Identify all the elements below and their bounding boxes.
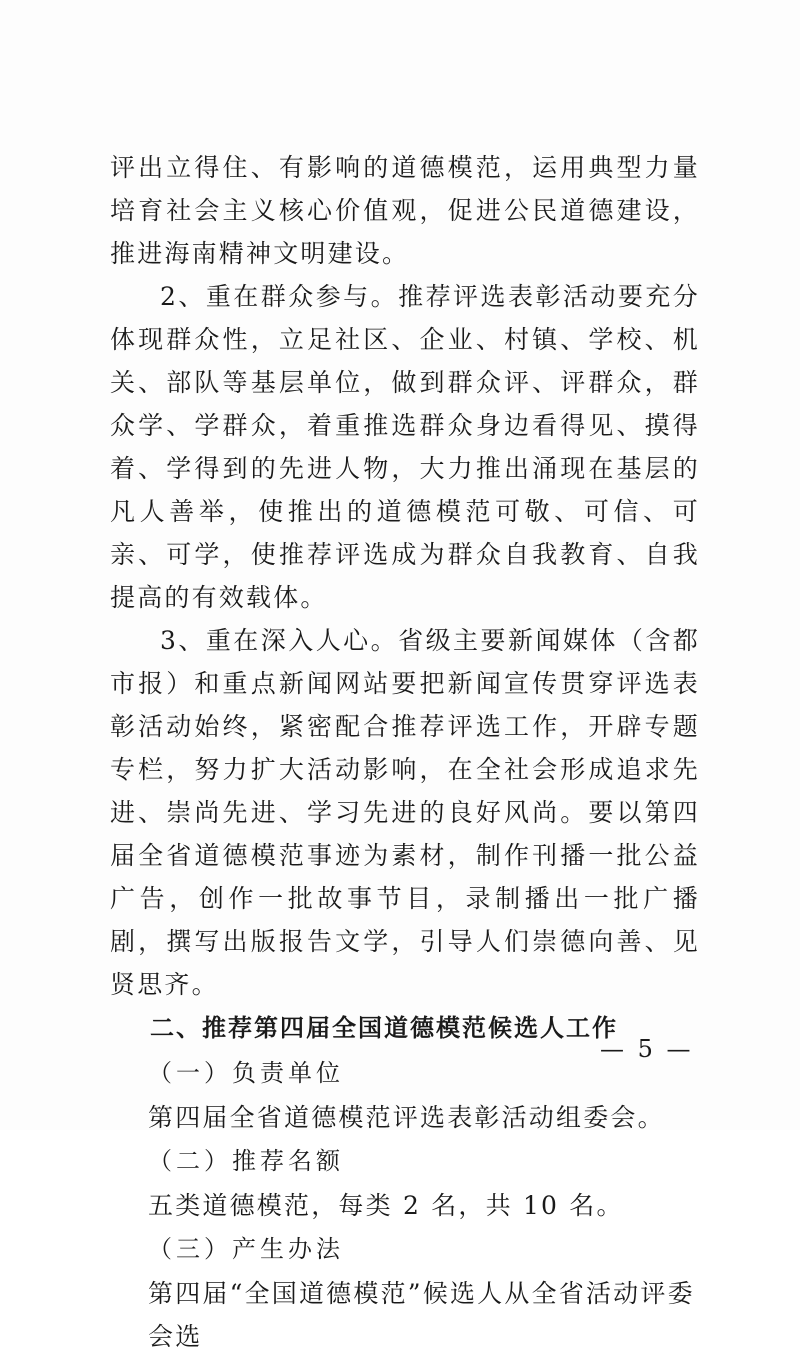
paragraph-deep-impact: 3、重在深入人心。省级主要新闻媒体（含都市报）和重点新闻网站要把新闻宣传贯穿评选表彰活动始终，紧密配合推荐评选工作，开辟专题专栏，努力扩大活动影响，在全社会形成追求先进、崇尚先进、学习先进的良好风尚。要以第四届全省道德模范事迹为素材，制作刊播一批公益广告，创作一批故事节目，录制播出一批广播剧，撰写出版报告文学，引导人们崇德向善、见贤思齐。 bbox=[110, 626, 700, 999]
section-heading: 二、推荐第四届全国道德模范候选人工作 bbox=[150, 1014, 618, 1042]
page-number: — 5 — bbox=[600, 1035, 694, 1063]
subsection-title-responsible-unit: （一）负责单位 bbox=[148, 1059, 344, 1087]
document-body bbox=[110, 146, 700, 1358]
subsection-title-quota: （二）推荐名额 bbox=[148, 1147, 344, 1175]
subsection-title-method: （三）产生办法 bbox=[148, 1235, 344, 1263]
paragraph-continuation: 评出立得住、有影响的道德模范，运用典型力量培育社会主义核心价值观，促进公民道德建设，推进海南精神文明建设。 bbox=[110, 153, 700, 268]
subsection-body-method: 第四届“全国道德模范”候选人从全省活动评委会选 bbox=[148, 1279, 695, 1351]
subsection-body-quota: 五类道德模范，每类 2 名，共 10 名。 bbox=[148, 1191, 624, 1220]
subsection-body-responsible-unit: 第四届全省道德模范评选表彰活动组委会。 bbox=[148, 1103, 665, 1132]
paragraph-mass-participation: 2、重在群众参与。推荐评选表彰活动要充分体现群众性，立足社区、企业、村镇、学校、机关、部队等基层单位，做到群众评、评群众，群众学、学群众，着重推选群众身边看得见、摸得着、学得到的先进人物，大力推出涌现在基层的凡人善举，使推出的道德模范可敬、可信、可亲、可学，使推荐评选成为群众自我教育、自我提高的有效载体。 bbox=[110, 282, 700, 612]
